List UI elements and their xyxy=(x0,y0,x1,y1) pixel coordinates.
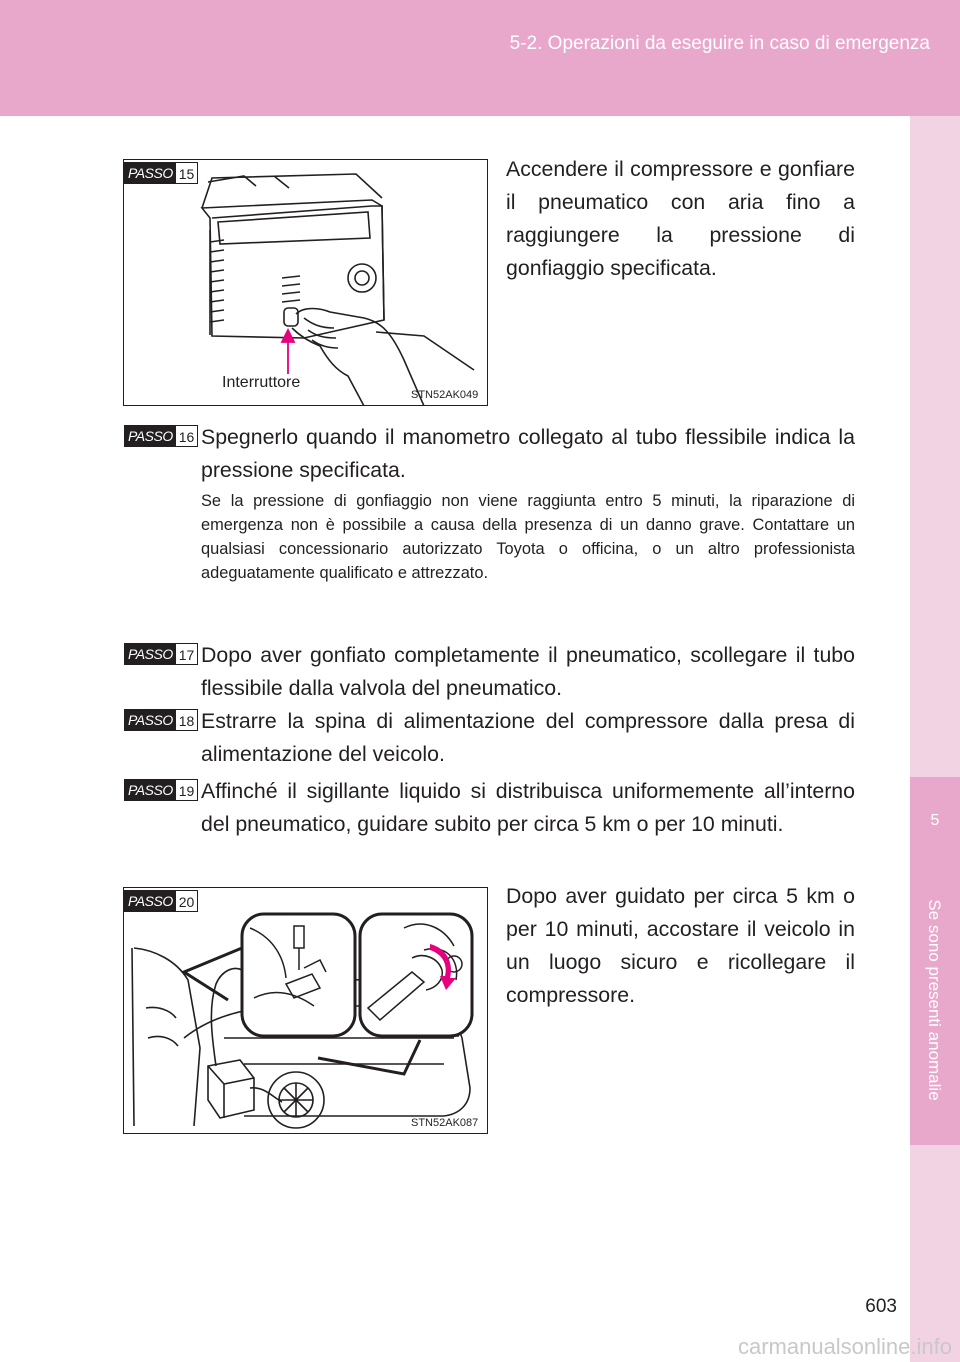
step-16-note: Se la pressione di gonfiaggio non viene raggiunta entro 5 minuti, la riparazione di emergenza non è possibile a causa della presenza di un danno grave. Contattare un qualsiasi concessionario autorizzato Toyota o officina, o un altro professionista adeguatamente qualificato e attrezzato. xyxy=(201,492,855,582)
step-badge-17: PASSO 17 xyxy=(124,643,198,665)
switch-callout-label: Interruttore xyxy=(222,374,301,391)
step-17-text: Dopo aver gonfiato completamente il pneumatico, scollegare il tubo flessibile dalla valvola del pneumatico. xyxy=(201,643,855,700)
step-16-text: Spegnerlo quando il manometro collegato al tubo flessibile indica la pressione specificata. xyxy=(201,425,855,482)
compressor-illustration xyxy=(124,160,488,406)
section-title: 5-2. Operazioni da eseguire in caso di emergenza xyxy=(509,33,930,54)
figure-compressor xyxy=(123,159,488,406)
section-number: 5 xyxy=(930,812,940,829)
section-label: Se sono presenti anomalie xyxy=(925,899,944,1101)
step-badge-15: PASSO 15 xyxy=(124,162,198,184)
step-badge-18: PASSO 18 xyxy=(124,709,198,731)
step-badge-19: PASSO 19 xyxy=(124,779,198,801)
step-badge-16: PASSO 16 xyxy=(124,425,198,447)
step-19-text: Affinché il sigillante liquido si distribuisca uniformemente all’interno del pneumatico, guidare subito per circa 5 km o per 10 minuti. xyxy=(201,779,855,836)
figure-vehicle xyxy=(123,887,488,1134)
step-15-text: Accendere il compressore e gonfiare il pneumatico con aria fino a raggiungere la pressione di gonfiaggio specificata. xyxy=(506,157,855,280)
step-18-text: Estrarre la spina di alimentazione del compressore dalla presa di alimentazione del veicolo. xyxy=(201,709,855,766)
header-band xyxy=(0,0,960,116)
vehicle-illustration xyxy=(124,888,488,1134)
watermark: carmanualsonline.info xyxy=(737,1334,952,1359)
step-20-text: Dopo aver guidato per circa 5 km o per 10 minuti, accostare il veicolo in un luogo sicuro e ricollegare il compressore. xyxy=(506,884,855,1007)
side-tab xyxy=(910,116,960,1362)
figure-code: STN52AK087 xyxy=(411,1117,479,1129)
step-badge-20: PASSO 20 xyxy=(124,890,198,912)
figure-code: STN52AK049 xyxy=(411,389,479,401)
page-number: 603 xyxy=(865,1296,897,1317)
